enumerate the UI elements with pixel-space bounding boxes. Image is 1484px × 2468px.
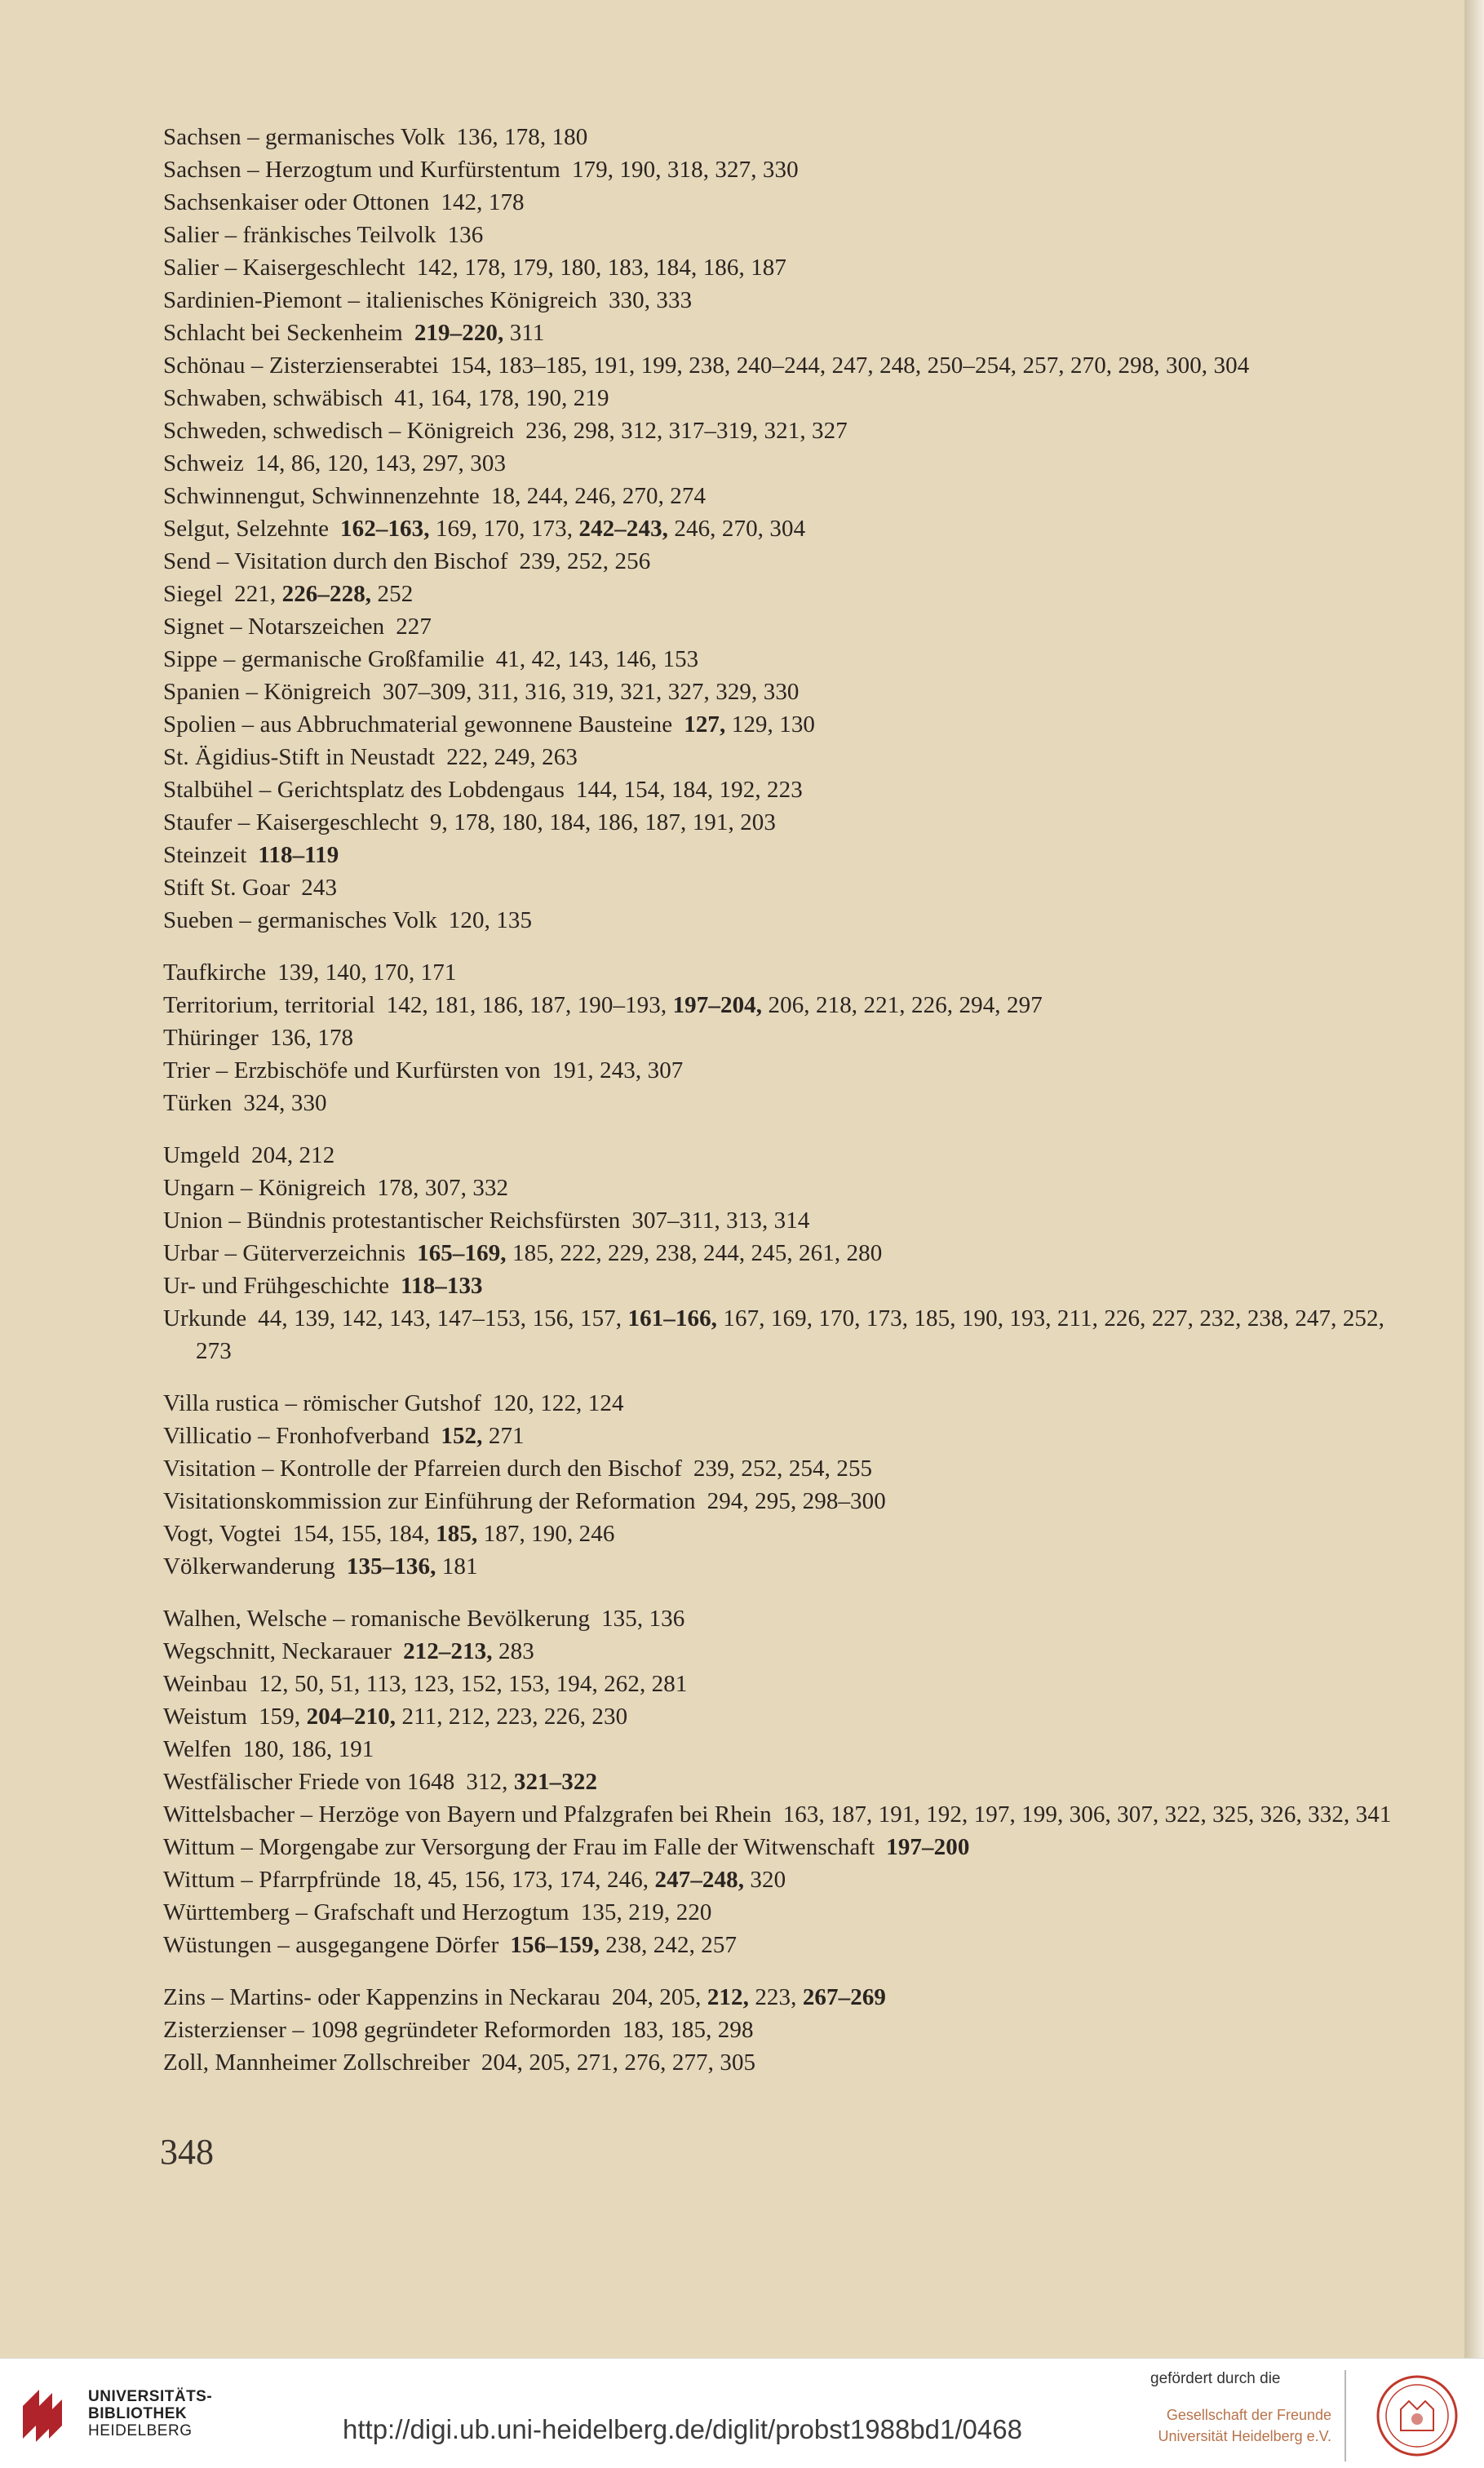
page-reference: 246, 270, 304 bbox=[668, 516, 806, 542]
index-entry bbox=[163, 1237, 1420, 1269]
index-entry bbox=[163, 1054, 1420, 1087]
page-reference: 135, 219, 220 bbox=[580, 1899, 712, 1925]
page-references bbox=[430, 809, 776, 835]
page-reference: 206, 218, 221, 226, 294, 297 bbox=[762, 992, 1043, 1018]
index-entry bbox=[163, 219, 1420, 251]
page-references bbox=[457, 124, 588, 150]
index-term: Walhen, Welsche – romanische Bevölkerung bbox=[163, 1606, 591, 1632]
sponsor-name-line1: Gesellschaft der Freunde bbox=[1166, 2407, 1331, 2423]
index-entry bbox=[163, 1981, 1420, 2014]
page-references bbox=[251, 1142, 334, 1168]
page-reference: 183, 185, 298 bbox=[622, 2017, 754, 2043]
page-references bbox=[392, 1867, 786, 1893]
page-reference: 311 bbox=[503, 320, 545, 346]
main-reference: 197–200 bbox=[886, 1834, 970, 1860]
index-term: Zisterzienser – 1098 gegründeter Reformorden bbox=[163, 2017, 611, 2043]
page-reference: 159, bbox=[259, 1704, 307, 1730]
sponsor-divider bbox=[1344, 2370, 1346, 2461]
index-term: Zoll, Mannheimer Zollschreiber bbox=[163, 2049, 470, 2076]
page-reference: 154, 155, 184, bbox=[292, 1521, 436, 1547]
page-reference: 142, 178 bbox=[441, 189, 525, 215]
page-reference: 239, 252, 254, 255 bbox=[693, 1456, 873, 1482]
index-term: Schönau – Zisterzienserabtei bbox=[163, 352, 439, 379]
index-entry bbox=[163, 382, 1420, 414]
page-reference: 41, 42, 143, 146, 153 bbox=[495, 646, 699, 672]
main-reference: 152, bbox=[441, 1423, 483, 1449]
page-reference: 236, 298, 312, 317–319, 321, 327 bbox=[525, 418, 848, 444]
page-references bbox=[293, 1521, 615, 1547]
page-references bbox=[493, 1390, 624, 1416]
footer bbox=[0, 2358, 1484, 2468]
page-reference: 41, 164, 178, 190, 219 bbox=[394, 385, 609, 411]
index-term: Schweiz bbox=[163, 450, 244, 476]
page-edge bbox=[1464, 0, 1484, 2358]
index-term: Westfälischer Friede von 1648 bbox=[163, 1769, 455, 1795]
page-reference: 139, 140, 170, 171 bbox=[277, 959, 457, 986]
index-term: Welfen bbox=[163, 1736, 232, 1762]
index-entry bbox=[163, 1420, 1420, 1452]
main-reference: 118–119 bbox=[258, 842, 339, 868]
page-reference: 283 bbox=[492, 1638, 534, 1664]
page-reference: 191, 243, 307 bbox=[552, 1057, 684, 1083]
index-term: Sachsenkaiser oder Ottonen bbox=[163, 189, 430, 215]
index-entry bbox=[163, 1635, 1420, 1668]
index-entry bbox=[163, 839, 1420, 871]
index-entry bbox=[163, 1550, 1420, 1583]
index-entry bbox=[163, 871, 1420, 904]
index-term: Schweden, schwedisch – Königreich bbox=[163, 418, 515, 444]
sponsor-label: gefördert durch die bbox=[1150, 2370, 1281, 2387]
main-reference: 156–159, bbox=[510, 1932, 600, 1958]
index-term: Spanien – Königreich bbox=[163, 679, 371, 705]
page-reference: 135, 136 bbox=[601, 1606, 685, 1632]
page-reference: 187, 190, 246 bbox=[477, 1521, 615, 1547]
page-reference: 179, 190, 318, 327, 330 bbox=[571, 157, 799, 183]
page-reference: 227 bbox=[396, 614, 432, 640]
index-entry bbox=[163, 578, 1420, 610]
page-references bbox=[243, 1090, 326, 1116]
index-term: Weinbau bbox=[163, 1671, 248, 1697]
index-term: Württemberg – Grafschaft und Herzogtum bbox=[163, 1899, 569, 1925]
main-reference: 212–213, bbox=[403, 1638, 493, 1664]
index-term: Wittelsbacher – Herzöge von Bayern und Pfalzgrafen bei Rhein bbox=[163, 1801, 772, 1828]
page-references bbox=[417, 1240, 882, 1266]
page-references bbox=[601, 1606, 684, 1632]
page-references bbox=[258, 842, 339, 868]
sponsor-name-line2: Universität Heidelberg e.V. bbox=[1158, 2428, 1331, 2444]
page-reference: 239, 252, 256 bbox=[519, 548, 651, 574]
index-entry bbox=[163, 1798, 1420, 1831]
page-reference: 136, 178 bbox=[269, 1025, 354, 1051]
page-reference: 14, 86, 120, 143, 297, 303 bbox=[255, 450, 507, 476]
index-term: Trier – Erzbischöfe und Kurfürsten von bbox=[163, 1057, 541, 1083]
index-entry bbox=[163, 1452, 1420, 1485]
index-term: Salier – Kaisergeschlecht bbox=[163, 255, 405, 281]
page-reference: 204, 212 bbox=[251, 1142, 335, 1168]
page-references bbox=[581, 1899, 712, 1925]
index-entry bbox=[163, 1831, 1420, 1863]
page-reference: 324, 330 bbox=[243, 1090, 327, 1116]
index-entry bbox=[163, 447, 1420, 480]
library-name-line2: BIBLIOTHEK bbox=[88, 2405, 188, 2422]
main-reference: 127, bbox=[684, 711, 726, 738]
index-entry bbox=[163, 1302, 1420, 1367]
index-entry bbox=[163, 773, 1420, 806]
index-list bbox=[163, 121, 1420, 2098]
page-references bbox=[196, 1305, 1384, 1364]
page-references bbox=[609, 287, 692, 313]
page-references bbox=[496, 646, 699, 672]
page-reference: 120, 122, 124 bbox=[492, 1390, 624, 1416]
university-seal-icon bbox=[1367, 2373, 1467, 2458]
page-reference: 221, bbox=[234, 581, 282, 607]
index-entry bbox=[163, 2046, 1420, 2079]
page-reference: 163, 187, 191, 192, 197, 199, 306, 307, 322, 325, 326, 332, 341 bbox=[782, 1801, 1392, 1828]
index-entry bbox=[163, 1387, 1420, 1420]
index-entry bbox=[163, 1929, 1420, 1961]
index-entry bbox=[163, 414, 1420, 447]
index-term: Selgut, Selzehnte bbox=[163, 516, 330, 542]
index-entry bbox=[163, 1269, 1420, 1302]
library-name-line1: UNIVERSITÄTS- bbox=[88, 2388, 213, 2405]
index-entry bbox=[163, 643, 1420, 676]
main-reference: 197–204, bbox=[672, 992, 763, 1018]
index-entry bbox=[163, 1518, 1420, 1550]
index-term: Taufkirche bbox=[163, 959, 267, 986]
page-reference: 238, 242, 257 bbox=[599, 1932, 738, 1958]
page-reference: 312, bbox=[466, 1769, 514, 1795]
page-reference: 294, 295, 298–300 bbox=[707, 1488, 886, 1514]
index-term: Steinzeit bbox=[163, 842, 247, 868]
index-entry bbox=[163, 1700, 1420, 1733]
main-reference: 321–322 bbox=[513, 1769, 598, 1795]
index-entry bbox=[163, 904, 1420, 937]
page-references bbox=[383, 679, 800, 705]
main-reference: 226–228, bbox=[281, 581, 372, 607]
index-entry bbox=[163, 480, 1420, 512]
index-term: Stalbühel – Gerichtsplatz des Lobdengaus bbox=[163, 777, 565, 803]
main-reference: 185, bbox=[436, 1521, 478, 1547]
page-reference: 178, 307, 332 bbox=[377, 1175, 509, 1201]
page-references bbox=[631, 1207, 809, 1234]
page-reference: 44, 139, 142, 143, 147–153, 156, 157, bbox=[258, 1305, 628, 1331]
page-references bbox=[448, 222, 484, 248]
index-entry bbox=[163, 1863, 1420, 1896]
index-group bbox=[163, 956, 1420, 1119]
index-term: Völkerwanderung bbox=[163, 1553, 335, 1580]
index-term: Siegel bbox=[163, 581, 224, 607]
page-reference: 142, 178, 179, 180, 183, 184, 186, 187 bbox=[416, 255, 787, 281]
library-name-line3: HEIDELBERG bbox=[88, 2422, 193, 2439]
index-term: Sippe – germanische Großfamilie bbox=[163, 646, 485, 672]
page-references bbox=[886, 1834, 969, 1860]
page-references bbox=[572, 157, 799, 183]
index-term: St. Ägidius-Stift in Neustadt bbox=[163, 744, 436, 770]
index-term: Wittum – Morgengabe zur Versorgung der Frau im Falle der Witwenschaft bbox=[163, 1834, 875, 1860]
page-references bbox=[396, 614, 432, 640]
main-reference: 118–133 bbox=[401, 1273, 483, 1299]
page-reference: 204, 205, bbox=[611, 1984, 707, 2010]
index-entry bbox=[163, 708, 1420, 741]
index-term: Visitationskommission zur Einführung der Reformation bbox=[163, 1488, 696, 1514]
index-term: Union – Bündnis protestantischer Reichsfürsten bbox=[163, 1207, 621, 1234]
index-term: Vogt, Vogtei bbox=[163, 1521, 281, 1547]
index-term: Schwaben, schwäbisch bbox=[163, 385, 383, 411]
index-term: Territorium, territorial bbox=[163, 992, 375, 1018]
library-name bbox=[88, 2388, 212, 2439]
index-entry bbox=[163, 1087, 1420, 1119]
page-reference: 185, 222, 229, 238, 244, 245, 261, 280 bbox=[506, 1240, 883, 1266]
index-term: Weistum bbox=[163, 1704, 248, 1730]
index-entry bbox=[163, 545, 1420, 578]
page-reference: 144, 154, 184, 192, 223 bbox=[576, 777, 803, 803]
page-reference: 120, 135 bbox=[448, 907, 533, 933]
page-reference: 18, 244, 246, 270, 274 bbox=[490, 483, 707, 509]
index-term: Urkunde bbox=[163, 1305, 247, 1331]
index-entry bbox=[163, 1172, 1420, 1204]
page-references bbox=[441, 189, 524, 215]
index-entry bbox=[163, 1139, 1420, 1172]
index-entry bbox=[163, 676, 1420, 708]
index-group bbox=[163, 1981, 1420, 2079]
index-group bbox=[163, 1387, 1420, 1583]
index-entry bbox=[163, 317, 1420, 349]
index-entry bbox=[163, 1204, 1420, 1237]
page-references bbox=[243, 1736, 374, 1762]
index-term: Spolien – aus Abbruchmaterial gewonnene Bausteine bbox=[163, 711, 673, 738]
page-reference: 243 bbox=[301, 875, 338, 901]
index-entry bbox=[163, 2014, 1420, 2046]
page-references bbox=[234, 581, 413, 607]
page-reference: 222, 249, 263 bbox=[446, 744, 578, 770]
page-references bbox=[377, 1175, 508, 1201]
main-reference: 135–136, bbox=[346, 1553, 436, 1580]
page-references bbox=[491, 483, 706, 509]
page-references bbox=[510, 1932, 737, 1958]
page-references bbox=[255, 450, 506, 476]
index-term: Schwinnengut, Schwinnenzehnte bbox=[163, 483, 480, 509]
page-reference: 307–311, 313, 314 bbox=[631, 1207, 810, 1234]
index-term: Sachsen – germanisches Volk bbox=[163, 124, 445, 150]
page-references bbox=[466, 1769, 597, 1795]
page-references bbox=[707, 1488, 886, 1514]
index-entry bbox=[163, 1602, 1420, 1635]
index-entry bbox=[163, 512, 1420, 545]
index-entry bbox=[163, 186, 1420, 219]
page-reference: 252 bbox=[371, 581, 414, 607]
index-entry bbox=[163, 989, 1420, 1021]
page-reference: 154, 183–185, 191, 199, 238, 240–244, 247, 248, 250–254, 257, 270, 298, 300, 304 bbox=[450, 352, 1250, 379]
page-references bbox=[446, 744, 578, 770]
index-entry bbox=[163, 1896, 1420, 1929]
index-term: Sueben – germanisches Volk bbox=[163, 907, 437, 933]
page-references bbox=[525, 418, 848, 444]
page-references bbox=[259, 1704, 627, 1730]
index-group bbox=[163, 1602, 1420, 1961]
index-entry bbox=[163, 153, 1420, 186]
index-term: Sardinien-Piemont – italienisches Königreich bbox=[163, 287, 597, 313]
index-term: Ungarn – Königreich bbox=[163, 1175, 366, 1201]
page-references bbox=[270, 1025, 353, 1051]
page-reference: 181 bbox=[436, 1553, 478, 1580]
page-references bbox=[552, 1057, 684, 1083]
page-references bbox=[612, 1984, 886, 2010]
index-term: Schlacht bei Seckenheim bbox=[163, 320, 403, 346]
index-term: Wittum – Pfarrpfründe bbox=[163, 1867, 381, 1893]
page-reference: 9, 178, 180, 184, 186, 187, 191, 203 bbox=[429, 809, 777, 835]
page-references bbox=[347, 1553, 478, 1580]
page-references bbox=[394, 385, 609, 411]
page-reference: 129, 130 bbox=[725, 711, 816, 738]
page-references bbox=[401, 1273, 483, 1299]
main-reference: 212, bbox=[707, 1984, 749, 2010]
index-term: Türken bbox=[163, 1090, 233, 1116]
page-references bbox=[576, 777, 803, 803]
index-term: Ur- und Frühgeschichte bbox=[163, 1273, 390, 1299]
index-group bbox=[163, 1139, 1420, 1367]
page-reference: 223, bbox=[748, 1984, 803, 2010]
index-term: Wegschnitt, Neckarauer bbox=[163, 1638, 392, 1664]
page-reference: 330, 333 bbox=[608, 287, 693, 313]
page-references bbox=[783, 1801, 1392, 1828]
main-reference: 165–169, bbox=[417, 1240, 507, 1266]
page-references bbox=[481, 2049, 755, 2076]
index-term: Zins – Martins- oder Kappenzins in Neckarau bbox=[163, 1984, 600, 2010]
page-reference: 136 bbox=[447, 222, 484, 248]
main-reference: 162–163, bbox=[340, 516, 430, 542]
index-term: Stift St. Goar bbox=[163, 875, 290, 901]
main-reference: 267–269 bbox=[802, 1984, 887, 2010]
page-reference: 18, 45, 156, 173, 174, 246, bbox=[392, 1867, 655, 1893]
page-reference: 167, 169, 170, 173, 185, 190, 193, 211, 226, 227, 232, 238, 247, 252, 273 bbox=[196, 1305, 1384, 1364]
page-reference: 211, 212, 223, 226, 230 bbox=[396, 1704, 628, 1730]
index-entry bbox=[163, 251, 1420, 284]
page-references bbox=[301, 875, 337, 901]
index-entry bbox=[163, 349, 1420, 382]
page-references bbox=[693, 1456, 872, 1482]
page-reference: 142, 181, 186, 187, 190–193, bbox=[386, 992, 673, 1018]
index-entry bbox=[163, 741, 1420, 773]
main-reference: 242–243, bbox=[578, 516, 669, 542]
page-references bbox=[340, 516, 805, 542]
index-group bbox=[163, 121, 1420, 937]
index-term: Staufer – Kaisergeschlecht bbox=[163, 809, 419, 835]
index-term: Signet – Notarszeichen bbox=[163, 614, 385, 640]
page-references bbox=[403, 1638, 534, 1664]
main-reference: 219–220, bbox=[414, 320, 504, 346]
page-references bbox=[414, 320, 545, 346]
page-reference: 320 bbox=[744, 1867, 786, 1893]
index-term: Villa rustica – römischer Gutshof bbox=[163, 1390, 481, 1416]
page-references bbox=[450, 352, 1250, 379]
permalink-url[interactable]: http://digi.ub.uni-heidelberg.de/diglit/probst1988bd1/0468 bbox=[343, 2414, 1022, 2444]
page-references bbox=[387, 992, 1043, 1018]
sponsor-name bbox=[1150, 2404, 1331, 2447]
index-entry bbox=[163, 1766, 1420, 1798]
index-entry bbox=[163, 1668, 1420, 1700]
main-reference: 247–248, bbox=[654, 1867, 745, 1893]
page-reference: 307–309, 311, 316, 319, 321, 327, 329, 330 bbox=[382, 679, 800, 705]
index-entry bbox=[163, 284, 1420, 317]
index-term: Villicatio – Fronhofverband bbox=[163, 1423, 430, 1449]
page-reference: 204, 205, 271, 276, 277, 305 bbox=[481, 2049, 756, 2076]
page-references bbox=[259, 1671, 687, 1697]
page-references bbox=[277, 959, 456, 986]
page-reference: 136, 178, 180 bbox=[456, 124, 588, 150]
page-references bbox=[684, 711, 815, 738]
index-term: Send – Visitation durch den Bischof bbox=[163, 548, 508, 574]
index-term: Urbar – Güterverzeichnis bbox=[163, 1240, 406, 1266]
index-term: Umgeld bbox=[163, 1142, 241, 1168]
index-entry bbox=[163, 956, 1420, 989]
main-reference: 204–210, bbox=[306, 1704, 396, 1730]
index-term: Sachsen – Herzogtum und Kurfürstentum bbox=[163, 157, 560, 183]
main-reference: 161–166, bbox=[627, 1305, 718, 1331]
index-term: Thüringer bbox=[163, 1025, 259, 1051]
page-reference: 180, 186, 191 bbox=[242, 1736, 374, 1762]
page-references bbox=[520, 548, 651, 574]
page-reference: 169, 170, 173, bbox=[429, 516, 579, 542]
page-references bbox=[417, 255, 786, 281]
index-entry bbox=[163, 1485, 1420, 1518]
page-reference: 12, 50, 51, 113, 123, 152, 153, 194, 262, 281 bbox=[259, 1671, 688, 1697]
page-references bbox=[449, 907, 532, 933]
page-reference: 271 bbox=[482, 1423, 525, 1449]
index-term: Salier – fränkisches Teilvolk bbox=[163, 222, 436, 248]
index-term: Visitation – Kontrolle der Pfarreien durch den Bischof bbox=[163, 1456, 682, 1482]
index-entry bbox=[163, 1733, 1420, 1766]
ub-heidelberg-logo-icon bbox=[15, 2382, 80, 2447]
page-references bbox=[622, 2017, 754, 2043]
index-entry bbox=[163, 1021, 1420, 1054]
index-entry bbox=[163, 806, 1420, 839]
index-term: Wüstungen – ausgegangene Dörfer bbox=[163, 1932, 499, 1958]
index-entry bbox=[163, 610, 1420, 643]
index-entry bbox=[163, 121, 1420, 153]
page-references bbox=[441, 1423, 524, 1449]
page-number: 348 bbox=[160, 2132, 214, 2172]
